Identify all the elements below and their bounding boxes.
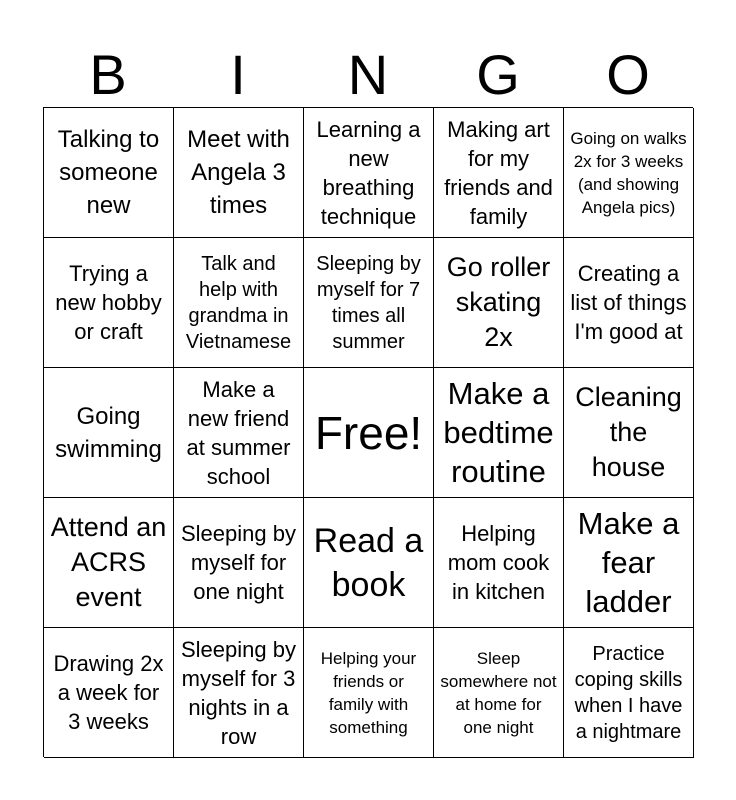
bingo-cell-n4[interactable]	[304, 498, 434, 628]
cell-text: Meet with Angela 3 times	[187, 126, 290, 219]
cell-text: Trying a new hobby or craft	[55, 261, 162, 344]
cell-text: Sleeping by myself for 3 nights in a row	[181, 636, 296, 749]
cell-text: Making art for my friends and family	[444, 116, 553, 229]
header-letter-g: G	[476, 43, 520, 106]
bingo-cell-n1[interactable]	[304, 108, 434, 238]
cell-text: Cleaning the house	[575, 382, 682, 482]
cell-text: Go roller skating 2x	[446, 252, 551, 352]
bingo-cell-g4[interactable]	[434, 498, 564, 628]
header-letter-n: N	[347, 43, 389, 106]
header-letter-i: I	[230, 43, 246, 106]
bingo-cell-o1[interactable]	[564, 108, 694, 238]
bingo-cell-b2[interactable]	[44, 238, 174, 368]
bingo-board	[43, 107, 693, 757]
cell-text: Sleeping by myself for 7 times all summer	[316, 252, 421, 353]
cell-text: Going swimming	[55, 402, 162, 463]
cell-text: Drawing 2x a week for 3 weeks	[53, 651, 164, 734]
cell-text: Make a bedtime routine	[443, 376, 554, 489]
cell-text: Talking to someone new	[57, 126, 160, 219]
header-letter-b: B	[89, 43, 127, 106]
bingo-cell-o4[interactable]	[564, 498, 694, 628]
bingo-cell-i2[interactable]	[174, 238, 304, 368]
cell-text: Creating a list of things I'm good at	[570, 261, 687, 344]
bingo-cell-b1[interactable]	[44, 108, 174, 238]
cell-text: Sleeping by myself for one night	[181, 521, 296, 604]
bingo-cell-b3[interactable]	[44, 368, 174, 498]
bingo-cell-o5[interactable]	[564, 628, 694, 758]
cell-text: Read a book	[313, 521, 424, 604]
cell-text: Attend an ACRS event	[50, 512, 167, 612]
bingo-header	[43, 42, 693, 108]
cell-text: Make a fear ladder	[577, 506, 680, 619]
cell-text: Practice coping skills when I have a nightmare	[574, 642, 683, 743]
bingo-cell-g1[interactable]	[434, 108, 564, 238]
cell-text: Going on walks 2x for 3 weeks (and showing Angela pics)	[570, 128, 687, 217]
cell-text: Helping mom cook in kitchen	[447, 521, 550, 604]
bingo-cell-n2[interactable]	[304, 238, 434, 368]
bingo-cell-i1[interactable]	[174, 108, 304, 238]
bingo-cell-g5[interactable]	[434, 628, 564, 758]
cell-text: Make a new friend at summer school	[186, 376, 291, 489]
cell-text: Talk and help with grandma in Vietnamese	[185, 252, 292, 353]
cell-text: Learning a new breathing technique	[316, 116, 421, 229]
bingo-cell-b5[interactable]	[44, 628, 174, 758]
bingo-cell-o3[interactable]	[564, 368, 694, 498]
bingo-cell-i4[interactable]	[174, 498, 304, 628]
bingo-cell-i3[interactable]	[174, 368, 304, 498]
bingo-cell-o2[interactable]	[564, 238, 694, 368]
bingo-cell-i5[interactable]	[174, 628, 304, 758]
bingo-cell-g2[interactable]	[434, 238, 564, 368]
bingo-cell-n5[interactable]	[304, 628, 434, 758]
header-letter-o: O	[606, 43, 650, 106]
bingo-cell-g3[interactable]	[434, 368, 564, 498]
cell-text: Sleep somewhere not at home for one night	[440, 648, 557, 737]
cell-text: Helping your friends or family with something	[320, 648, 417, 737]
bingo-cell-free[interactable]	[304, 368, 434, 498]
free-space-text: Free!	[314, 406, 423, 459]
bingo-cell-b4[interactable]	[44, 498, 174, 628]
